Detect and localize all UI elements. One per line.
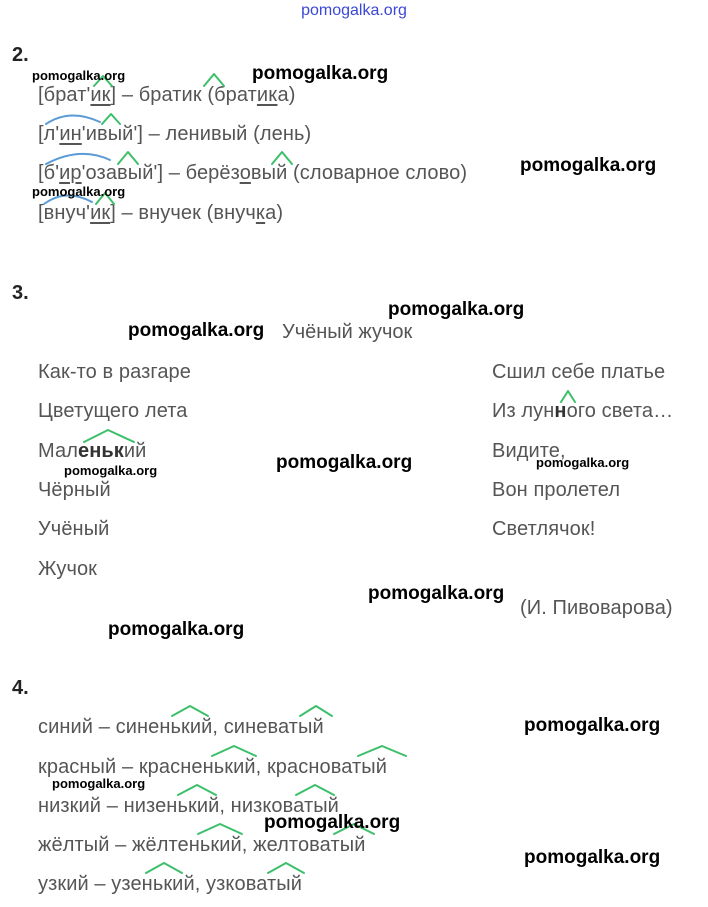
watermark-large[interactable]: pomogalka.org: [520, 155, 657, 176]
suffix-mark-4-1a: [172, 706, 208, 716]
poem-right-line-2: Из лунного света…: [492, 400, 674, 422]
watermark-large[interactable]: pomogalka.org: [276, 452, 413, 473]
exercise-2-line-3: [б'ир'озавый'] – берёзовый (словарное слово): [38, 162, 468, 184]
poem-left-line-4: Чёрный: [38, 479, 111, 501]
watermark-small[interactable]: pomogalka.org: [32, 68, 126, 83]
poem-right-line-4: Вон пролетел: [492, 479, 621, 501]
exercise-4-line-1: синий – синенький, синеватый: [38, 716, 324, 738]
poem-left-line-1: Как-то в разгаре: [38, 361, 191, 383]
watermark-large[interactable]: pomogalka.org: [388, 299, 525, 320]
poem-title: Учёный жучок: [282, 321, 413, 343]
watermark-large[interactable]: pomogalka.org: [524, 847, 661, 868]
site-watermark-top[interactable]: pomogalka.org: [301, 2, 407, 19]
watermark-large[interactable]: pomogalka.org: [524, 715, 661, 736]
suffix-mark-4-4a: [198, 824, 242, 834]
poem-right-line-3: Видите,: [492, 440, 566, 462]
poem-author: (И. Пивоварова): [520, 597, 673, 619]
exercise-2-line-4: [внуч'ик] – внучек (внучка): [38, 202, 284, 224]
poem-right-line-5: Светлячок!: [492, 518, 596, 540]
watermark-small[interactable]: pomogalka.org: [52, 776, 146, 791]
suffix-mark-4-5b: [268, 863, 304, 873]
suffix-mark-4-1b: [300, 706, 332, 716]
watermark-large[interactable]: pomogalka.org: [252, 63, 389, 84]
suffix-mark-4-5a: [146, 863, 182, 873]
exercise-3-number: 3.: [12, 282, 29, 304]
poem-left-line-5: Учёный: [38, 518, 110, 540]
poem-left-line-3: Маленький: [38, 440, 147, 462]
exercise-4-line-5: узкий – узенький, узковатый: [38, 873, 302, 895]
exercise-4-line-3: низкий – низенький, низковатый: [38, 795, 339, 817]
watermark-large[interactable]: pomogalka.org: [368, 583, 505, 604]
exercise-4-number: 4.: [12, 677, 29, 699]
suffix-mark-4-3a: [178, 785, 216, 795]
exercise-2-line-1: [брат'ик] – братик (братика): [38, 84, 296, 106]
watermark-large[interactable]: pomogalka.org: [264, 812, 401, 833]
exercise-2-number: 2.: [12, 44, 29, 66]
suffix-mark-4-2a: [212, 746, 256, 756]
poem-left-line-2: Цветущего лета: [38, 400, 188, 422]
suffix-mark-4-3b: [296, 785, 334, 795]
watermark-small[interactable]: pomogalka.org: [64, 463, 158, 478]
watermark-large[interactable]: pomogalka.org: [128, 320, 265, 341]
exercise-4-line-4: жёлтый – жёлтенький, желтоватый: [38, 834, 366, 856]
watermark-large[interactable]: pomogalka.org: [108, 619, 245, 640]
suffix-mark-4-2b: [358, 746, 406, 756]
poem-right-line-1: Сшил себе платье: [492, 361, 666, 383]
exercise-2-line-2: [л'ин'ивый'] – ленивый (лень): [38, 123, 312, 145]
poem-left-line-6: Жучок: [38, 558, 98, 580]
watermark-small[interactable]: pomogalka.org: [32, 184, 126, 199]
watermark-small[interactable]: pomogalka.org: [536, 455, 630, 470]
exercise-4-line-2: красный – красненький, красноватый: [38, 756, 388, 778]
